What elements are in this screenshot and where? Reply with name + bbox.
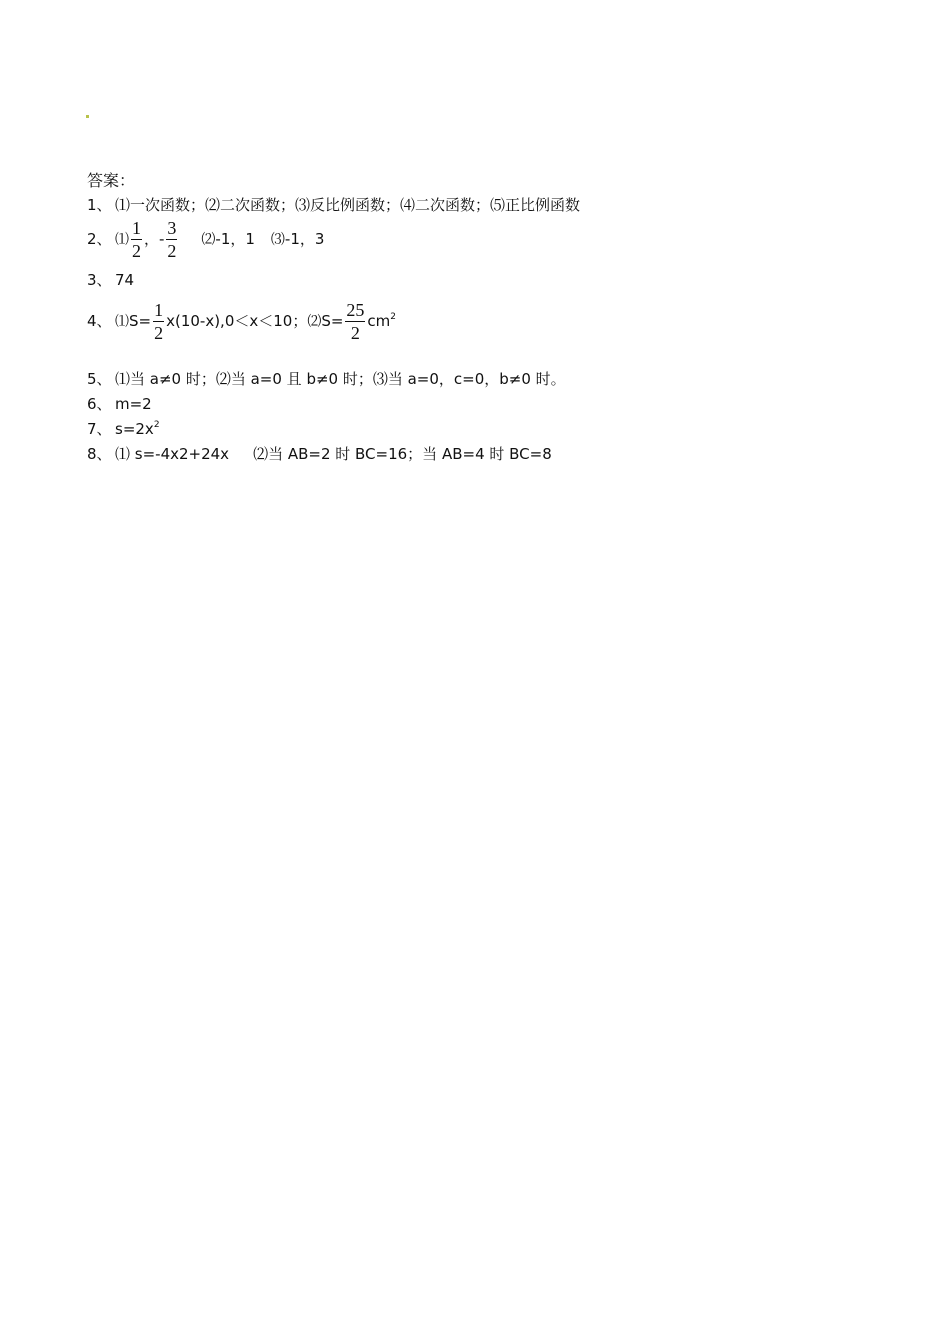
answer-1 [87, 195, 580, 215]
answer-4 [87, 300, 396, 343]
answer-text: -1，1 [215, 230, 255, 248]
part-label: ⑶ [270, 232, 285, 248]
fraction: $\frac{3}{2}$ [167, 218, 177, 261]
part-label: ⑵ [307, 314, 322, 330]
answer-text: S= [321, 312, 344, 330]
answer-number: 8、 [87, 445, 112, 463]
answer-text: S= [129, 312, 152, 330]
answer-number: 7、 [87, 420, 112, 438]
answer-text: ⑴ s=-4x2+24x [115, 445, 230, 463]
answer-6 [87, 394, 152, 414]
answer-text: m=2 [115, 395, 152, 413]
answer-text: cm [367, 312, 391, 330]
artifact-dot [86, 115, 89, 118]
part-label: ⑴ [115, 314, 129, 330]
answer-text: 74 [115, 271, 135, 289]
answer-number: 1、 [87, 196, 112, 214]
part-label: ⑵ [201, 232, 216, 248]
fraction: $\frac{1}{2}$ [154, 300, 164, 343]
answer-text: ⑵当 AB=2 时 BC=16；当 AB=4 时 BC=8 [253, 445, 552, 463]
answer-text: ，- [144, 230, 165, 248]
answer-8 [87, 444, 552, 464]
exponent: 2 [153, 420, 160, 430]
answer-3 [87, 270, 134, 290]
answer-text: ⑴当 a≠0 时；⑵当 a=0 且 b≠0 时；⑶当 a=0，c=0，b≠0 时。 [115, 370, 566, 388]
fraction: $\frac{25}{2}$ [346, 300, 365, 343]
answer-text: ⑴一次函数；⑵二次函数；⑶反比例函数；⑷二次函数；⑸正比例函数 [115, 196, 581, 214]
exponent: 2 [390, 312, 397, 322]
answer-number: 4、 [87, 312, 112, 330]
answer-7 [87, 419, 160, 439]
fraction: $\frac{1}{2}$ [132, 218, 141, 261]
answer-number: 5、 [87, 370, 112, 388]
answer-heading: 答案： [87, 171, 136, 190]
answer-number: 2、 [87, 230, 112, 248]
answer-5 [87, 369, 566, 389]
answer-number: 6、 [87, 395, 112, 413]
part-label: ⑴ [115, 232, 129, 248]
answer-text: -1，3 [284, 230, 325, 248]
answer-2 [87, 218, 324, 261]
answer-number: 3、 [87, 271, 112, 289]
answer-text: x(10-x),0＜x＜10； [166, 312, 308, 330]
answer-text: s=2x [115, 420, 154, 438]
